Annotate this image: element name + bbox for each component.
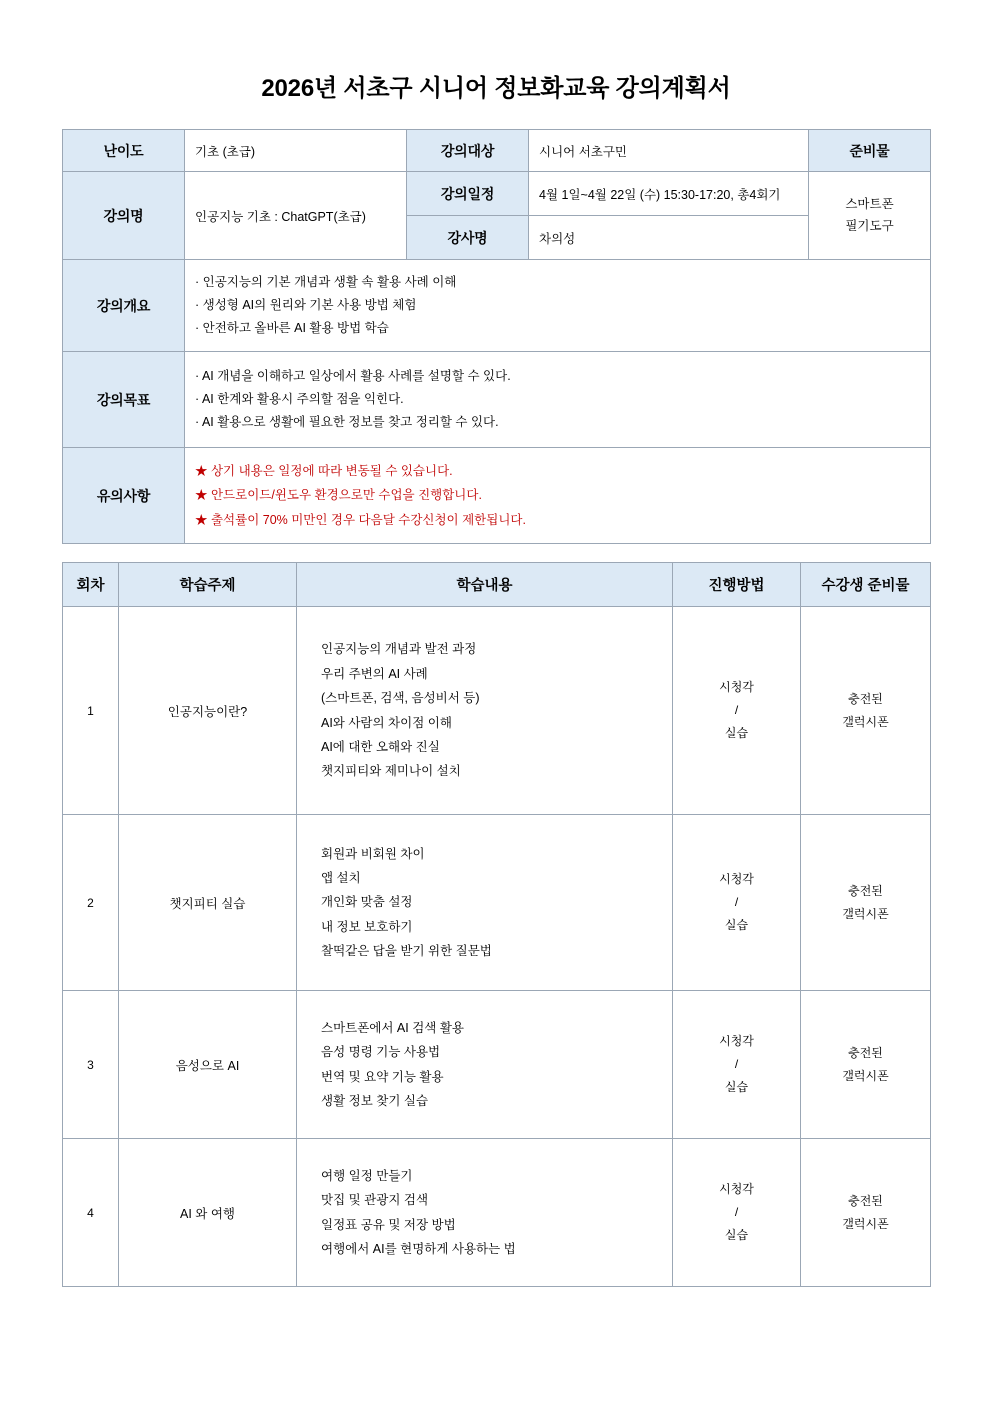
label-materials: 준비물 xyxy=(809,130,931,172)
label-difficulty: 난이도 xyxy=(63,130,185,172)
content-line: 개인화 맞춤 설정 xyxy=(321,895,413,910)
cell-content xyxy=(297,991,673,1139)
content-line: 스마트폰에서 AI 검색 활용 xyxy=(321,1020,464,1035)
table-row xyxy=(63,991,931,1139)
content-line: 번역 및 요약 기능 활용 xyxy=(321,1069,444,1084)
page-title: 2026년 서초구 시니어 정보화교육 강의계획서 xyxy=(261,75,731,102)
column-header-method: 진행방법 xyxy=(673,563,801,607)
cell-content xyxy=(297,1139,673,1287)
schedule-header-row xyxy=(63,563,931,607)
table-spacer xyxy=(62,544,930,562)
content-line: 인공지능의 개념과 발전 과정 xyxy=(321,642,477,657)
overview-line-1: · 인공지능의 기본 개념과 생활 속 활용 사례 이해 xyxy=(195,274,457,289)
prep-line: 갤럭시폰 xyxy=(842,1216,889,1231)
cell-round: 1 xyxy=(63,607,119,815)
column-header-round: 회차 xyxy=(63,563,119,607)
content-line: 생활 정보 찾기 실습 xyxy=(321,1093,429,1108)
label-target: 강의대상 xyxy=(407,130,529,172)
content-line: 일정표 공유 및 저장 방법 xyxy=(321,1217,456,1232)
prep-line: 갤럭시폰 xyxy=(842,906,889,921)
cell-prep xyxy=(801,815,931,991)
method-line: 실습 xyxy=(724,917,749,932)
goal-line-1: · AI 개념을 이해하고 일상에서 활용 사례를 설명할 수 있다. xyxy=(195,368,511,383)
column-header-prep: 수강생 준비물 xyxy=(801,563,931,607)
prep-line: 충전된 xyxy=(848,1045,883,1060)
cell-content xyxy=(297,815,673,991)
content-line: 내 정보 보호하기 xyxy=(321,919,413,934)
method-line: / xyxy=(734,1057,739,1072)
method-line: 시청각 xyxy=(719,680,754,695)
method-line: / xyxy=(734,895,739,910)
overview-line-3: · 안전하고 올바른 AI 활용 방법 학습 xyxy=(195,321,389,336)
content-line: 음성 명령 기능 사용법 xyxy=(321,1045,441,1060)
prep-line: 갤럭시폰 xyxy=(842,1068,889,1083)
materials-line-1: 스마트폰 xyxy=(845,197,894,212)
value-goal xyxy=(185,352,931,448)
value-instructor: 차의성 xyxy=(529,216,809,260)
notice-line-2: ★ 안드로이드/윈도우 환경으로만 수업을 진행합니다. xyxy=(195,488,482,503)
column-header-topic: 학습주제 xyxy=(119,563,297,607)
method-line: 실습 xyxy=(724,725,749,740)
label-goal: 강의목표 xyxy=(63,352,185,448)
value-course-name: 인공지능 기초 : ChatGPT(초급) xyxy=(185,172,407,260)
content-line: 맛집 및 관광지 검색 xyxy=(321,1193,429,1208)
cell-round: 2 xyxy=(63,815,119,991)
cell-method xyxy=(673,607,801,815)
label-course-name: 강의명 xyxy=(63,172,185,260)
value-target: 시니어 서초구민 xyxy=(529,130,809,172)
column-header-content: 학습내용 xyxy=(297,563,673,607)
content-line: 회원과 비회원 차이 xyxy=(321,846,425,861)
cell-prep xyxy=(801,991,931,1139)
content-line: 여행에서 AI를 현명하게 사용하는 법 xyxy=(321,1241,516,1256)
course-info-table xyxy=(62,129,931,544)
prep-line: 충전된 xyxy=(848,883,883,898)
cell-topic: 챗지피티 실습 xyxy=(119,815,297,991)
schedule-table xyxy=(62,562,931,1287)
table-row xyxy=(63,1139,931,1287)
cell-method xyxy=(673,815,801,991)
notice-line-1: ★ 상기 내용은 일정에 따라 변동될 수 있습니다. xyxy=(195,463,453,478)
overview-line-2: · 생성형 AI의 원리와 기본 사용 방법 체험 xyxy=(195,297,417,312)
notice-line-3: ★ 출석률이 70% 미만인 경우 다음달 수강신청이 제한됩니다. xyxy=(195,512,526,527)
goal-line-3: · AI 활용으로 생활에 필요한 정보를 찾고 정리할 수 있다. xyxy=(195,415,499,430)
content-line: 앱 설치 xyxy=(321,870,361,885)
value-notice xyxy=(185,448,931,544)
method-line: 시청각 xyxy=(719,1182,754,1197)
materials-line-2: 필기도구 xyxy=(845,218,894,233)
content-line: AI에 대한 오해와 진실 xyxy=(321,739,440,754)
prep-line: 갤럭시폰 xyxy=(842,714,889,729)
value-overview xyxy=(185,260,931,352)
cell-method xyxy=(673,991,801,1139)
cell-round: 3 xyxy=(63,991,119,1139)
prep-line: 충전된 xyxy=(848,691,883,706)
cell-topic: 인공지능이란? xyxy=(119,607,297,815)
value-materials xyxy=(809,172,931,260)
content-line: AI와 사람의 차이점 이해 xyxy=(321,715,452,730)
prep-line: 충전된 xyxy=(848,1193,883,1208)
cell-prep xyxy=(801,1139,931,1287)
table-row xyxy=(63,607,931,815)
method-line: 시청각 xyxy=(719,872,754,887)
method-line: 실습 xyxy=(724,1079,749,1094)
method-line: / xyxy=(734,703,739,718)
label-instructor: 강사명 xyxy=(407,216,529,260)
content-line: (스마트폰, 검색, 음성비서 등) xyxy=(321,691,480,706)
method-line: / xyxy=(734,1205,739,1220)
content-line: 챗지피티와 제미나이 설치 xyxy=(321,764,461,779)
content-line: 찰떡같은 답을 받기 위한 질문법 xyxy=(321,944,492,959)
label-schedule: 강의일정 xyxy=(407,172,529,216)
cell-content xyxy=(297,607,673,815)
label-overview: 강의개요 xyxy=(63,260,185,352)
method-line: 실습 xyxy=(724,1227,749,1242)
cell-topic: AI 와 여행 xyxy=(119,1139,297,1287)
method-line: 시청각 xyxy=(719,1034,754,1049)
value-difficulty: 기초 (초급) xyxy=(185,130,407,172)
cell-method xyxy=(673,1139,801,1287)
content-line: 우리 주변의 AI 사례 xyxy=(321,666,428,681)
content-line: 여행 일정 만들기 xyxy=(321,1168,413,1183)
goal-line-2: · AI 한계와 활용시 주의할 점을 익힌다. xyxy=(195,391,404,406)
cell-prep xyxy=(801,607,931,815)
cell-topic: 음성으로 AI xyxy=(119,991,297,1139)
label-notice: 유의사항 xyxy=(63,448,185,544)
table-row xyxy=(63,815,931,991)
value-schedule: 4월 1일~4월 22일 (수) 15:30-17:20, 총4회기 xyxy=(529,172,809,216)
cell-round: 4 xyxy=(63,1139,119,1287)
